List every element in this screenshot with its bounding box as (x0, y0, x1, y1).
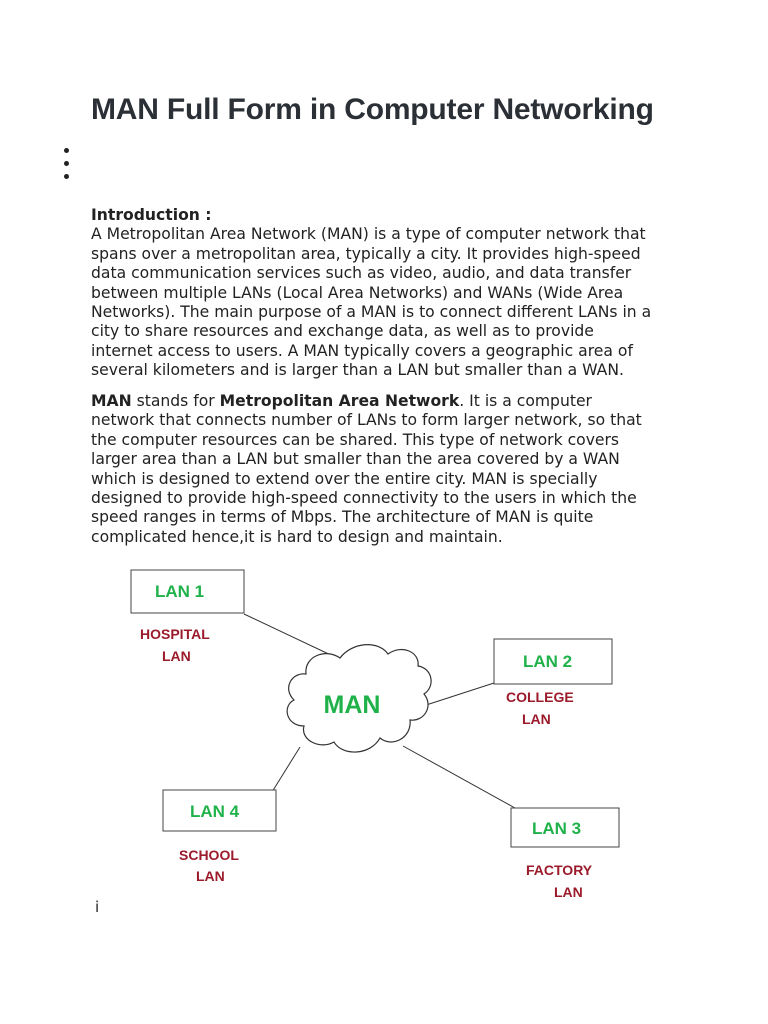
intro-line: several kilometers and is larger than a LAN but smaller than a WAN. (91, 361, 624, 380)
lan-4-caption: SCHOOL (179, 847, 239, 863)
man-line: the computer resources can be shared. This type of network covers (91, 430, 620, 449)
man-expansion: Metropolitan Area Network (219, 392, 460, 410)
bullet-list (64, 148, 69, 187)
intro-line: data communication services such as video, audio, and data transfer (91, 264, 632, 283)
lan-1-label: LAN 1 (155, 582, 205, 601)
lan-4-label: LAN 4 (190, 802, 240, 821)
link-line (403, 746, 515, 808)
link-line (272, 747, 300, 792)
trailing-marker: i (95, 898, 100, 916)
intro-section (91, 206, 691, 381)
man-line: speed ranges in terms of Mbps. The architecture of MAN is quite (91, 508, 594, 527)
bullet-dot (64, 174, 69, 179)
link-line (244, 614, 335, 657)
lan-3-caption: FACTORY (526, 862, 593, 878)
man-network-diagram (120, 560, 640, 900)
man-center-label: MAN (323, 691, 381, 719)
man-line: designed to provide high-speed connectivity to the users in which the (91, 489, 637, 508)
lan-4-caption: LAN (196, 868, 225, 884)
intro-line: between multiple LANs (Local Area Networks) and WANs (Wide Area (91, 283, 624, 302)
man-term: MAN (91, 392, 132, 410)
link-line (420, 683, 494, 707)
intro-heading: Introduction : (91, 206, 212, 224)
intro-line: Networks). The main purpose of a MAN is to connect different LANs in a (91, 303, 652, 322)
intro-line: internet access to users. A MAN typically covers a geographic area of (91, 341, 633, 360)
man-line: larger area than a LAN but smaller than the area covered by a WAN (91, 450, 620, 469)
lan-2-label: LAN 2 (523, 652, 573, 671)
man-definition-section (91, 392, 691, 547)
lan-2-caption: LAN (522, 711, 551, 727)
bullet-dot (64, 161, 69, 166)
man-line: which is designed to extend over the entire city. MAN is specially (91, 469, 598, 488)
man-line-rest: . It is a computer (459, 392, 592, 410)
bullet-dot (64, 148, 69, 153)
man-line (91, 392, 691, 411)
intro-line: spans over a metropolitan area, typically a city. It provides high-speed (91, 244, 641, 263)
lan-1-caption: HOSPITAL (140, 626, 210, 642)
man-line: complicated hence,it is hard to design and maintain. (91, 527, 503, 546)
lan-2-caption: COLLEGE (506, 689, 574, 705)
lan-3-caption: LAN (554, 884, 583, 900)
intro-line: A Metropolitan Area Network (MAN) is a type of computer network that (91, 225, 646, 244)
man-connector: stands for (131, 392, 220, 410)
lan-1-caption: LAN (162, 648, 191, 664)
intro-line: city to share resources and exchange data, as well as to provide (91, 322, 594, 341)
page-title: MAN Full Form in Computer Networking (91, 93, 654, 126)
man-line: network that connects number of LANs to form larger network, so that (91, 411, 642, 430)
lan-3-label: LAN 3 (532, 819, 582, 838)
